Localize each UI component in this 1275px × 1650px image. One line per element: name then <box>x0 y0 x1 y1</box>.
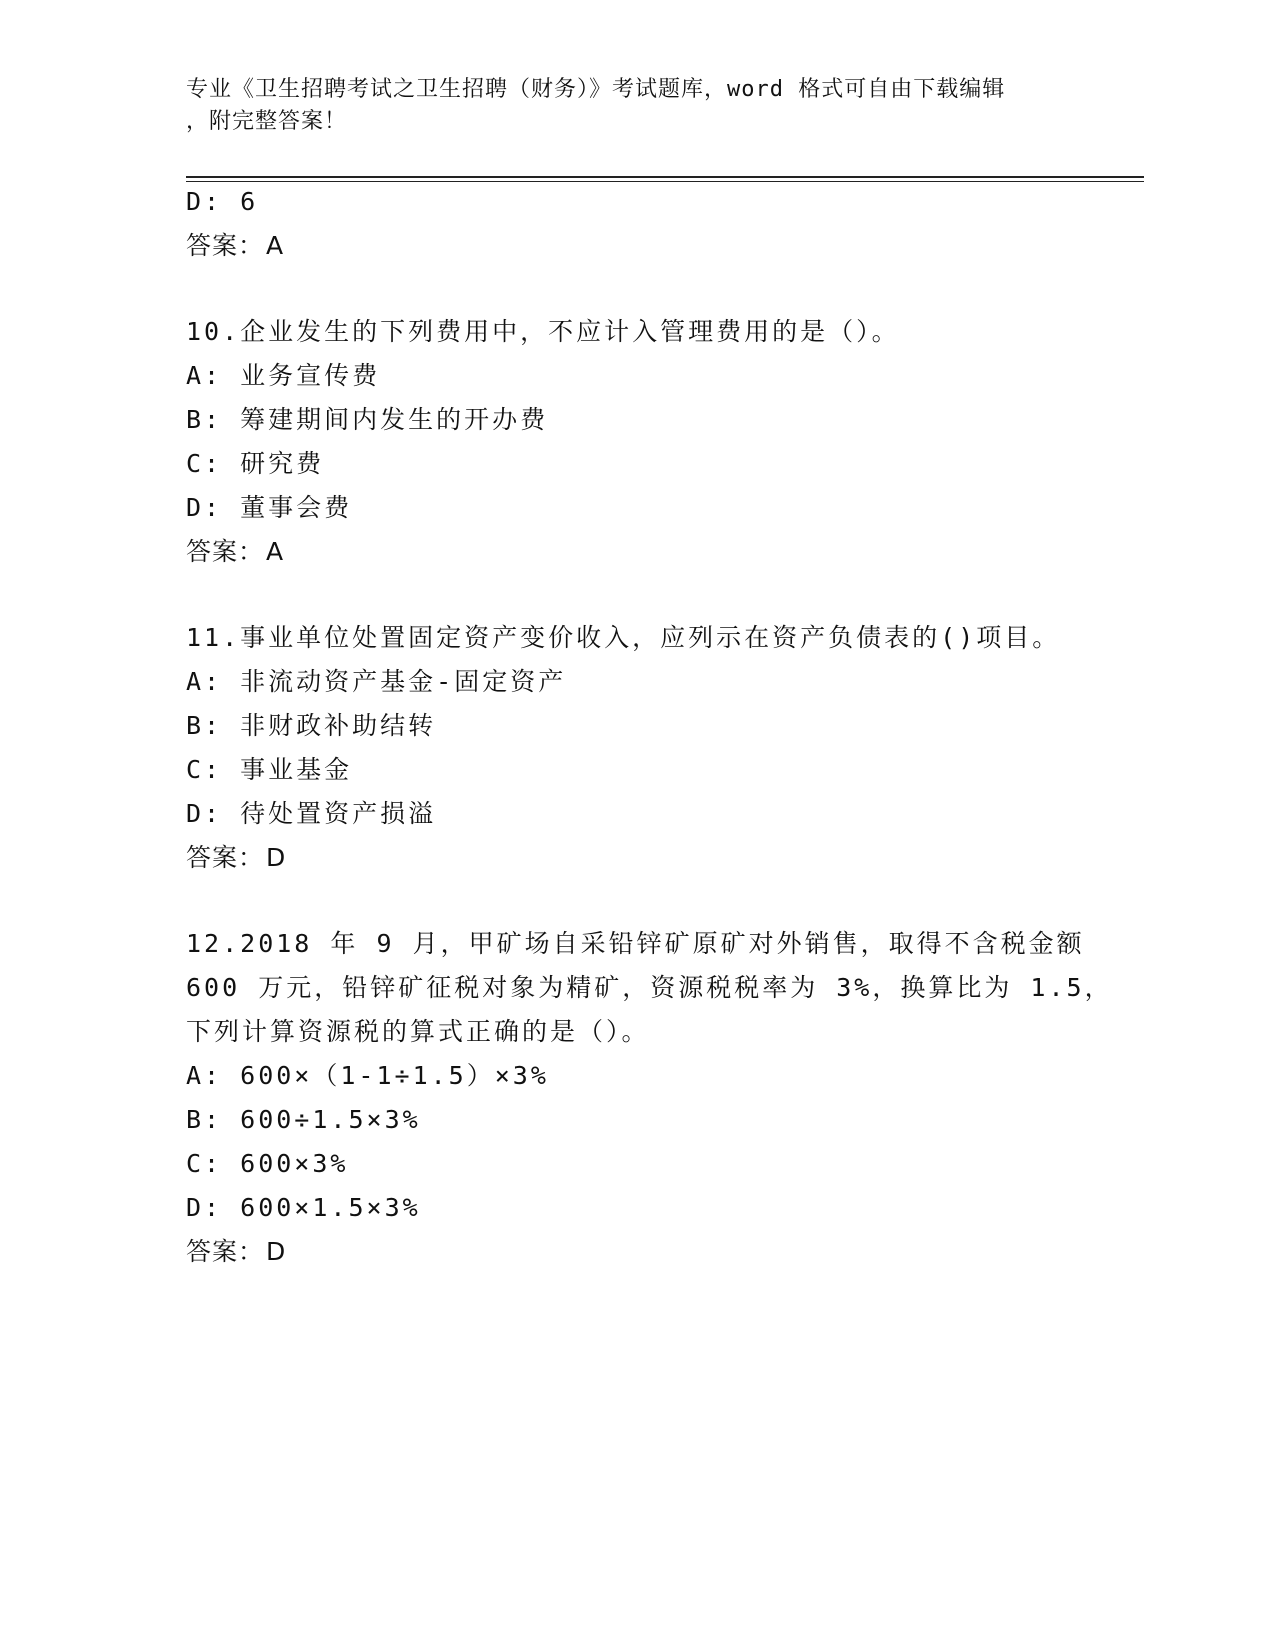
question-12-option-d: D: 600×1.5×3% <box>186 1193 421 1222</box>
answer-label: 答案： <box>186 843 265 872</box>
question-12-stem-line-3: 下列计算资源税的算式正确的是（）。 <box>186 1017 650 1046</box>
question-12-option-a: A: 600×（1-1÷1.5）×3% <box>186 1061 549 1090</box>
question-10-answer <box>186 534 283 570</box>
question-12-option-c: C: 600×3% <box>186 1149 349 1178</box>
question-11-option-a: A: 非流动资产基金-固定资产 <box>186 667 567 696</box>
question-11-answer <box>186 840 285 876</box>
prev-option-d: D: 6 <box>186 187 259 216</box>
question-10-option-a: A: 业务宣传费 <box>186 361 381 390</box>
answer-value: D <box>266 843 286 872</box>
header-rule-thick <box>186 176 1144 178</box>
question-12-answer <box>186 1234 285 1270</box>
answer-label: 答案： <box>186 537 265 566</box>
question-10-option-d: D: 董事会费 <box>186 493 353 522</box>
question-10-stem: 10.企业发生的下列费用中，不应计入管理费用的是（）。 <box>186 317 900 346</box>
question-11-option-c: C: 事业基金 <box>186 755 353 784</box>
answer-label: 答案： <box>186 231 265 260</box>
header-rule-thin <box>186 181 1144 182</box>
answer-value: A <box>266 537 284 566</box>
question-12-option-b: B: 600÷1.5×3% <box>186 1105 421 1134</box>
question-12-stem-line-1: 12.2018 年 9 月，甲矿场自采铅锌矿原矿对外销售，取得不含税金额 <box>186 929 1085 958</box>
prev-answer <box>186 228 283 264</box>
question-10-option-c: C: 研究费 <box>186 449 325 478</box>
answer-value: D <box>266 1237 286 1266</box>
question-10-option-b: B: 筹建期间内发生的开办费 <box>186 405 549 434</box>
answer-label: 答案： <box>186 1237 265 1266</box>
document-header: 专业《卫生招聘考试之卫生招聘（财务）》考试题库，word 格式可自由下载编辑 ，附完整答案！ <box>186 77 1006 134</box>
question-11-option-d: D: 待处置资产损溢 <box>186 799 437 828</box>
answer-value: A <box>266 231 284 260</box>
question-11-stem: 11.事业单位处置固定资产变价收入，应列示在资产负债表的()项目。 <box>186 623 1061 652</box>
question-12-stem-line-2: 600 万元，铅锌矿征税对象为精矿，资源税税率为 3%，换算比为 1.5， <box>186 973 1113 1002</box>
question-11-option-b: B: 非财政补助结转 <box>186 711 437 740</box>
